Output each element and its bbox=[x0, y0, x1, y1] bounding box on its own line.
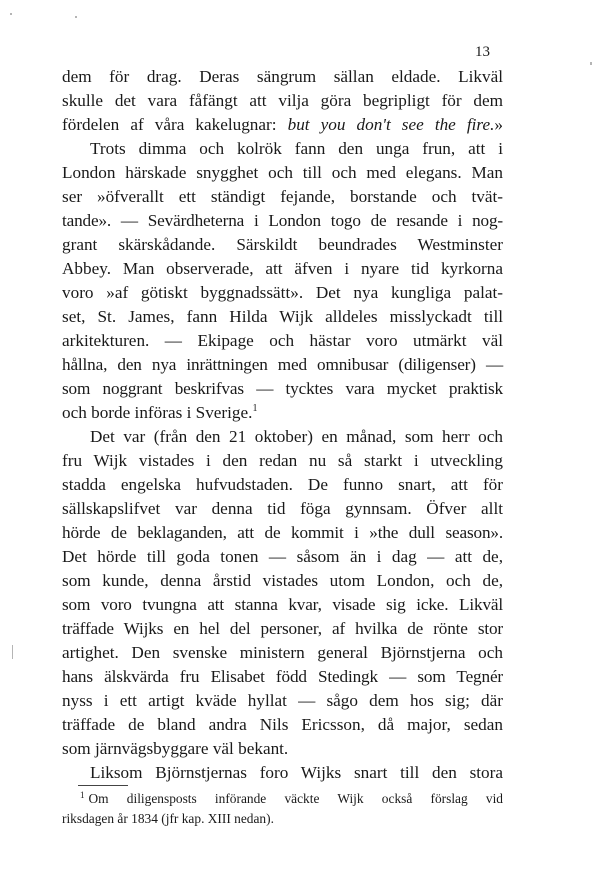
text-line: ser »öfverallt ett ständigt fejande, borstande och tvät- bbox=[62, 187, 503, 206]
text-line: grant skärskådande. Särskildt beundrades Westminster bbox=[62, 235, 503, 254]
text-line: fördelen af våra kakelugnar: but you don't see the fire.» bbox=[62, 115, 503, 134]
text-line: som noggrant beskrifvas — tycktes vara mycket praktisk bbox=[62, 379, 503, 398]
text-line: fru Wijk vistades i den redan nu så starkt i utveckling bbox=[62, 451, 503, 470]
text-line: nyss i ett artigt kväde hyllat — sågo dem hos sig; där bbox=[62, 691, 503, 710]
text-line: hans älskvärda fru Elisabet född Stedingk — som Tegnér bbox=[62, 667, 503, 686]
text-line: voro »af götiskt byggnadssätt». Det nya kungliga palat- bbox=[62, 283, 503, 302]
text-line: London härskade snygghet och till och med elegans. Man bbox=[62, 163, 503, 182]
text-line: dem för drag. Deras sängrum sällan eldade. Likväl bbox=[62, 67, 503, 86]
footnote-mark: 1 bbox=[80, 790, 85, 800]
text-line: som kunde, denna årstid vistades utom London, och de, bbox=[62, 571, 503, 590]
text-line: arkitekturen. — Ekipage och hästar voro utmärkt väl bbox=[62, 331, 503, 350]
text-line: och borde införas i Sverige.$^1$ bbox=[62, 403, 258, 422]
scan-speck bbox=[75, 16, 77, 18]
text-line: Det var (från den 21 oktober) en månad, som herr och bbox=[90, 427, 503, 446]
text-line: träffade Wijks en hel del personer, af hvilka de rönte stor bbox=[62, 619, 503, 638]
text-line: tande». — Sevärdheterna i London togo de resande i nog- bbox=[62, 211, 503, 230]
text-line: sällskapslifvet var denna tid föga gynnsam. Öfver allt bbox=[62, 499, 503, 518]
text-line: Trots dimma och kolrök fann den unga frun, att i bbox=[90, 139, 503, 158]
text-line: set, St. James, fann Hilda Wijk alldeles misslyckadt till bbox=[62, 307, 503, 326]
footnote-rule bbox=[78, 785, 128, 786]
text-line: hållna, den nya inrättningen med omnibusar (diligenser) — bbox=[62, 355, 503, 374]
english-quote: but you don't see the fire. bbox=[287, 115, 495, 134]
scan-speck bbox=[10, 13, 12, 15]
text-line: skulle det vara fåfängt att vilja göra begripligt för dem bbox=[62, 91, 503, 110]
text-line: Abbey. Man observerade, att äfven i nyare tid kyrkorna bbox=[62, 259, 503, 278]
text-line: Liksom Björnstjernas foro Wijks snart till den stora bbox=[90, 763, 503, 782]
text-line: som voro tvungna att stanna kvar, visade sig icke. Likväl bbox=[62, 595, 503, 614]
text-line: stadda engelska hufvudstaden. De funno snart, att för bbox=[62, 475, 503, 494]
text-line: som järnvägsbyggare väl bekant. bbox=[62, 739, 289, 758]
footnote-reference: 1 bbox=[252, 403, 258, 414]
text-line: Det hörde till goda tonen — såsom än i dag — att de, bbox=[62, 547, 503, 566]
text-line: hörde de beklaganden, att de kommit i »the dull season». bbox=[62, 523, 503, 542]
text-line: artighet. Den svenske ministern general Björnstjerna och bbox=[62, 643, 503, 662]
page-number: 13 bbox=[475, 44, 490, 60]
scan-speck bbox=[590, 62, 592, 65]
footnote-line: riksdagen år 1834 (jfr kap. XIII nedan). bbox=[62, 811, 274, 826]
text-line: träffade de bland andra Nils Ericsson, då major, sedan bbox=[62, 715, 503, 734]
footnote-line: $^1$ Om diligensposts införande väckte Wijk också förslag vid bbox=[80, 790, 503, 806]
scan-speck bbox=[12, 645, 13, 659]
